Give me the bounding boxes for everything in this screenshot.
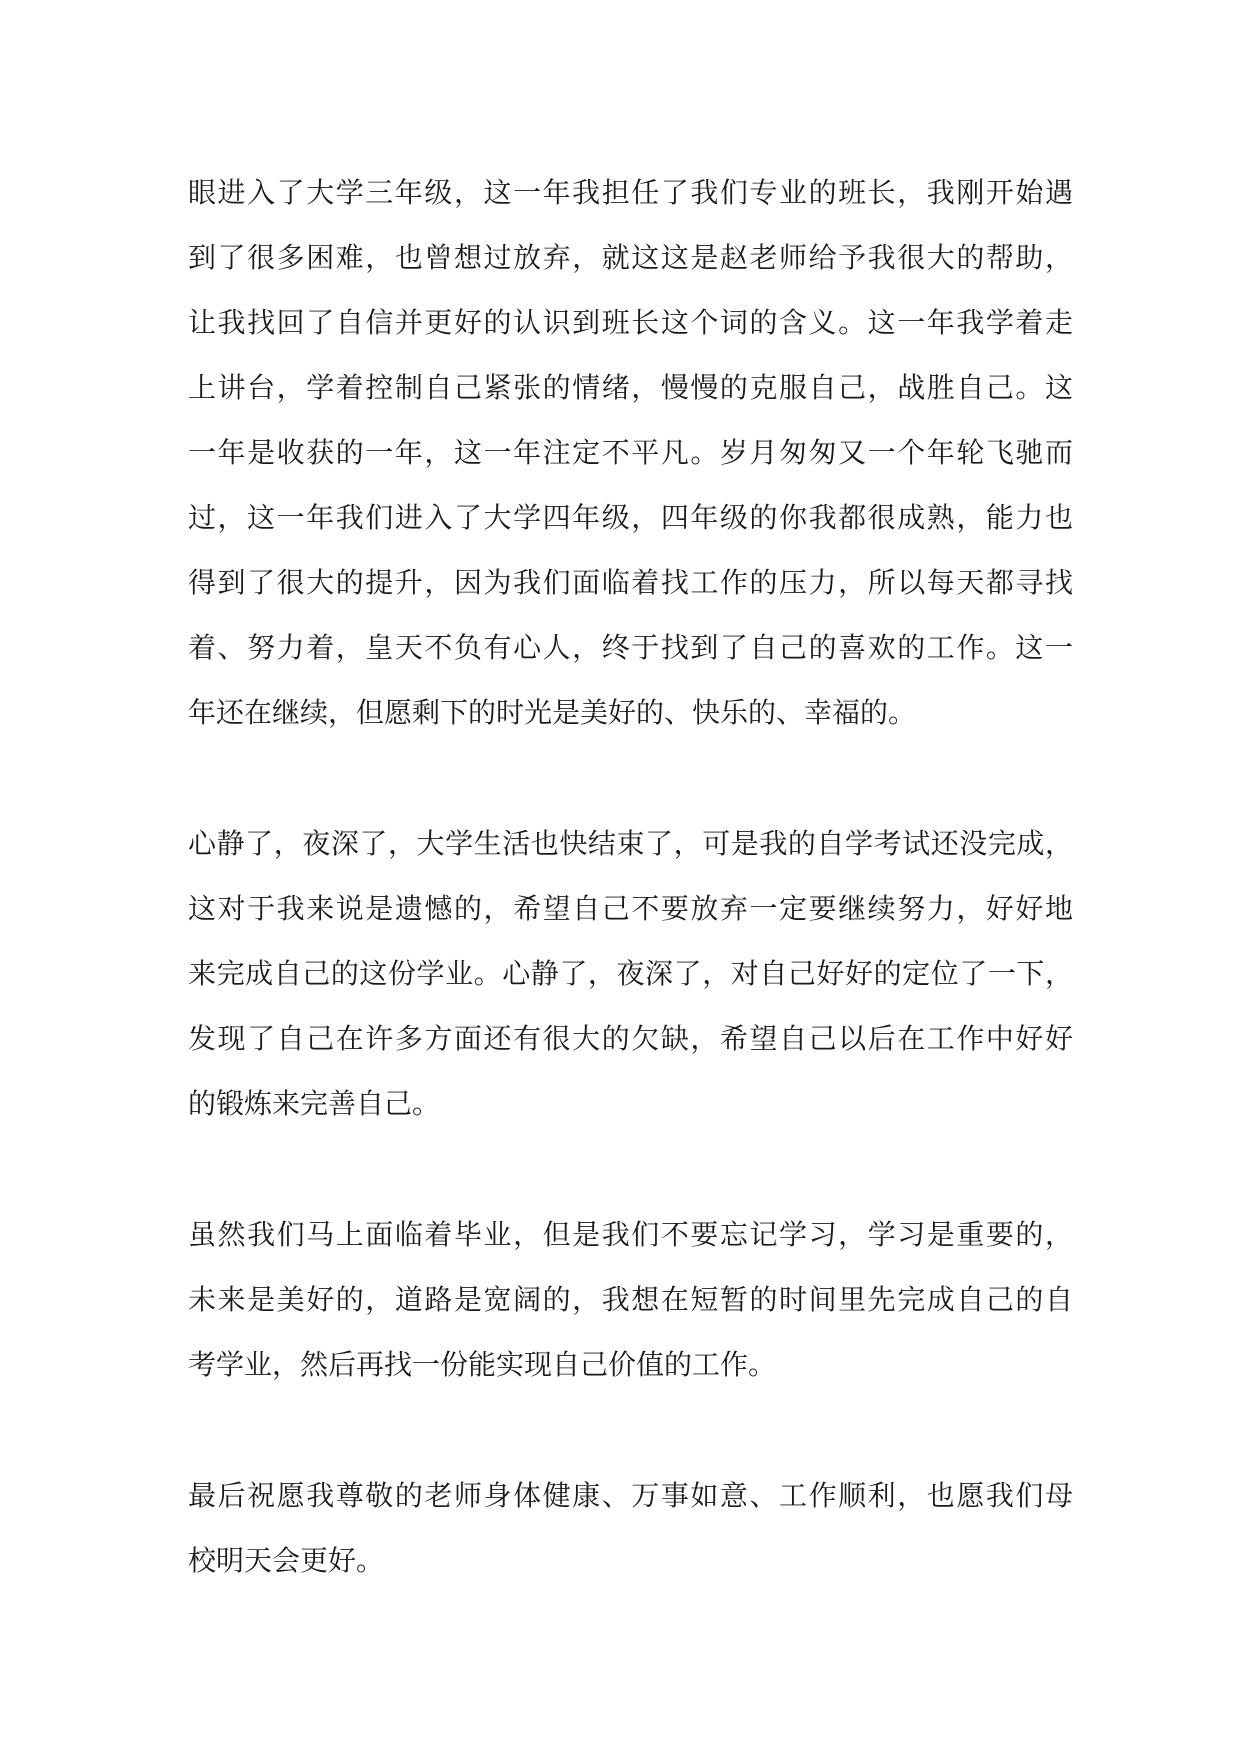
- text-line: 年还在继续，但愿剩下的时光是美好的、快乐的、幸福的。: [188, 696, 917, 729]
- paragraph-1: [188, 160, 1073, 745]
- paragraph-3: [188, 1202, 1073, 1397]
- text-line: 着、努力着，皇天不负有心人，终于找到了自己的喜欢的工作。这一: [188, 631, 1073, 664]
- text-line: 未来是美好的，道路是宽阔的，我想在短暂的时间里先完成自己的自: [188, 1283, 1073, 1316]
- document-body: [188, 160, 1073, 1593]
- text-line: 眼进入了大学三年级，这一年我担任了我们专业的班长，我刚开始遇: [188, 176, 1073, 209]
- text-line: 过，这一年我们进入了大学四年级，四年级的你我都很成熟，能力也: [188, 501, 1073, 534]
- text-line: 这对于我来说是遗憾的，希望自己不要放弃一定要继续努力，好好地: [188, 892, 1073, 925]
- paragraph-2: [188, 811, 1073, 1136]
- text-line: 心静了，夜深了，大学生活也快结束了，可是我的自学考试还没完成，: [188, 827, 1073, 860]
- text-line: 一年是收获的一年，这一年注定不平凡。岁月匆匆又一个年轮飞驰而: [188, 436, 1073, 469]
- text-line: 来完成自己的这份学业。心静了，夜深了，对自己好好的定位了一下，: [188, 957, 1073, 990]
- text-line: 让我找回了自信并更好的认识到班长这个词的含义。这一年我学着走: [188, 306, 1073, 339]
- paragraph-4: [188, 1463, 1073, 1593]
- paragraph-gap: [188, 1136, 1073, 1202]
- text-line: 发现了自己在许多方面还有很大的欠缺，希望自己以后在工作中好好: [188, 1022, 1073, 1055]
- text-line: 得到了很大的提升，因为我们面临着找工作的压力，所以每天都寻找: [188, 566, 1073, 599]
- text-line: 校明天会更好。: [188, 1544, 385, 1577]
- text-line: 到了很多困难，也曾想过放弃，就这这是赵老师给予我很大的帮助，: [188, 241, 1073, 274]
- text-line: 上讲台，学着控制自己紧张的情绪，慢慢的克服自己，战胜自己。这: [188, 371, 1073, 404]
- text-line: 最后祝愿我尊敬的老师身体健康、万事如意、工作顺利，也愿我们母: [188, 1479, 1073, 1512]
- paragraph-gap: [188, 1397, 1073, 1463]
- text-line: 考学业，然后再找一份能实现自己价值的工作。: [188, 1348, 777, 1381]
- text-line: 虽然我们马上面临着毕业，但是我们不要忘记学习，学习是重要的，: [188, 1218, 1073, 1251]
- text-line: 的锻炼来完善自己。: [188, 1087, 441, 1120]
- paragraph-gap: [188, 745, 1073, 811]
